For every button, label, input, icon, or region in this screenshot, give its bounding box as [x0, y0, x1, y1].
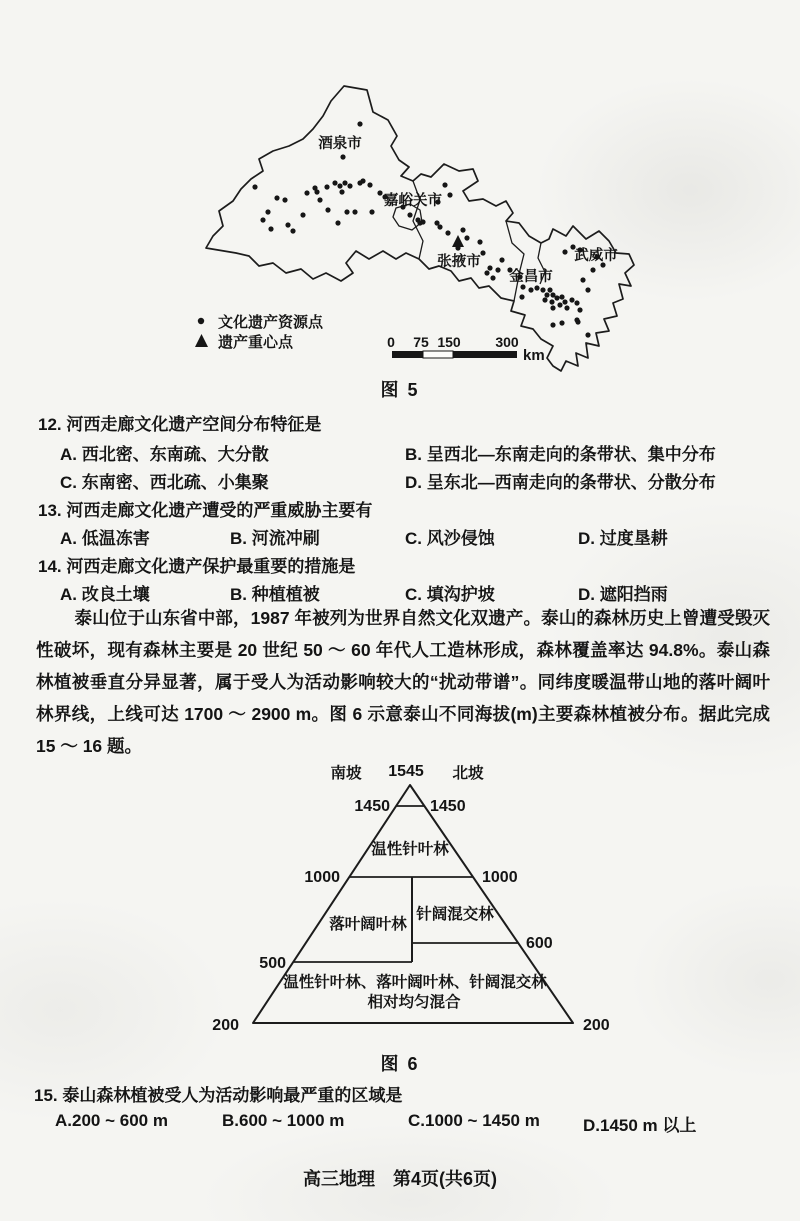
question-13-text: 13. 河西走廊文化遗产遭受的严重威胁主要有	[38, 501, 373, 520]
resource-point-dot	[265, 209, 270, 214]
resource-point-dot	[290, 228, 295, 233]
resource-point-dot	[268, 226, 273, 231]
elevation-south-200: 200	[212, 1017, 239, 1034]
legend-triangle-icon	[195, 334, 208, 347]
elevation-north-600: 600	[526, 935, 553, 952]
resource-point-dot	[447, 192, 452, 197]
resource-point-dot	[544, 292, 549, 297]
resource-point-dot	[585, 332, 590, 337]
resource-point-dot	[549, 299, 554, 304]
question-15-options-row	[0, 1111, 800, 1135]
city-label-jinchang: 金昌市	[509, 269, 553, 285]
resource-point-dot	[574, 300, 579, 305]
resource-point-dot	[580, 277, 585, 282]
question-13-option-a: A. 低温冻害	[60, 529, 150, 548]
resource-point-dot	[499, 257, 504, 262]
resource-point-dot	[550, 305, 555, 310]
boundary-zhangye-jinchang	[506, 221, 524, 301]
resource-point-dot	[460, 227, 465, 232]
resource-point-dot	[437, 224, 442, 229]
page-footer: 高三地理 第4页(共6页)	[302, 1169, 497, 1189]
resource-point-dot	[590, 267, 595, 272]
resource-point-dot	[352, 209, 357, 214]
resource-point-dot	[314, 189, 319, 194]
heritage-center-marker	[452, 235, 464, 247]
resource-point-dot	[534, 285, 539, 290]
elevation-north-1450: 1450	[430, 798, 466, 815]
zone-mixed-forest: 针阔混交林	[416, 906, 494, 923]
question-14-option-c: C. 填沟护坡	[405, 585, 495, 604]
slope-label-north: 北坡	[452, 765, 484, 782]
scale-unit-label: km	[523, 347, 545, 364]
city-label-zhangye: 张掖市	[437, 254, 481, 270]
question-13-options-row	[0, 524, 800, 548]
zone-deciduous-broadleaf: 落叶阔叶林	[329, 916, 407, 933]
question-15-option-b: B.600 ~ 1000 m	[222, 1111, 345, 1130]
resource-point-dot	[300, 212, 305, 217]
figure5-map	[0, 0, 800, 372]
elevation-south-500: 500	[259, 955, 286, 972]
question-14-option-b: B. 种植植被	[230, 585, 320, 604]
resource-point-dot	[464, 235, 469, 240]
question-12-option-d: D. 呈东北—西南走向的条带状、分散分布	[405, 473, 716, 492]
resource-point-dot	[369, 209, 374, 214]
city-label-jiuquan: 酒泉市	[318, 136, 362, 152]
resource-point-dot	[528, 287, 533, 292]
resource-point-dot	[347, 183, 352, 188]
scale-bar-segment-1	[392, 351, 423, 358]
resource-point-dot	[585, 287, 590, 292]
resource-point-dot	[407, 212, 412, 217]
resource-point-dot	[480, 250, 485, 255]
elevation-south-1000: 1000	[304, 869, 340, 886]
question-12-option-a: A. 西北密、东南疏、大分散	[60, 445, 269, 464]
question-13-option-b: B. 河流冲刷	[230, 529, 320, 548]
resource-point-dot	[252, 184, 257, 189]
question-12-options-row-2	[0, 468, 800, 492]
resource-point-dot	[484, 270, 489, 275]
figure6-caption: 图 6	[380, 1054, 420, 1074]
scale-tick-150: 150	[437, 334, 461, 350]
scale-bar-segment-3	[453, 351, 517, 358]
resource-point-dot	[562, 299, 567, 304]
city-label-wuwei: 武威市	[574, 248, 618, 264]
resource-point-dot	[420, 219, 425, 224]
resource-point-dot	[559, 320, 564, 325]
resource-point-dot	[559, 294, 564, 299]
resource-point-dot	[542, 297, 547, 302]
resource-point-dot	[415, 217, 420, 222]
resource-point-dot	[337, 183, 342, 188]
city-label-jiayuguan: 嘉峪关市	[384, 193, 442, 209]
figure5-caption: 图 5	[380, 380, 420, 400]
resource-point-dot	[340, 154, 345, 159]
question-14-options-row	[0, 580, 800, 604]
question-15-option-a: A.200 ~ 600 m	[55, 1111, 168, 1130]
resource-point-dot	[569, 297, 574, 302]
elevation-peak: 1545	[388, 763, 424, 780]
legend-center-label: 遗产重心点	[218, 334, 294, 351]
resource-point-dot	[540, 287, 545, 292]
resource-point-dot	[282, 197, 287, 202]
question-14-text: 14. 河西走廊文化遗产保护最重要的措施是	[38, 557, 356, 576]
scale-bar-segment-2	[423, 351, 453, 358]
resource-point-dot	[550, 322, 555, 327]
slope-label-south: 南坡	[330, 765, 362, 782]
scale-tick-0: 0	[387, 334, 395, 350]
resource-point-dot	[285, 222, 290, 227]
resource-point-dot	[575, 319, 580, 324]
resource-point-dot	[332, 180, 337, 185]
resource-point-dot	[487, 265, 492, 270]
resource-point-dot	[557, 302, 562, 307]
resource-point-dot	[360, 178, 365, 183]
elevation-north-200: 200	[583, 1017, 610, 1034]
resource-point-dot	[324, 184, 329, 189]
elevation-south-1450: 1450	[354, 798, 390, 815]
resource-point-dot	[342, 180, 347, 185]
resource-point-dot	[477, 239, 482, 244]
question-13-option-d: D. 过度垦耕	[578, 529, 668, 548]
question-12-option-b: B. 呈西北—东南走向的条带状、集中分布	[405, 445, 716, 464]
resource-point-dot	[442, 182, 447, 187]
resource-point-dot	[445, 230, 450, 235]
question-12-options-row-1	[0, 440, 800, 464]
resource-point-dot	[562, 249, 567, 254]
resource-point-dot	[577, 307, 582, 312]
zone-bottom-mixed-line1: 温性针叶林、落叶阔叶林、针阔混交林	[283, 974, 547, 991]
resource-point-dot	[335, 220, 340, 225]
resource-point-dot	[554, 295, 559, 300]
question-15-option-d: D.1450 m 以上	[583, 1116, 697, 1135]
resource-point-dot	[317, 197, 322, 202]
legend-dot-icon	[198, 318, 204, 324]
zone-bottom-mixed-line2: 相对均匀混合	[367, 994, 461, 1011]
zone-temperate-coniferous: 温性针叶林	[371, 841, 449, 858]
resource-point-dot	[495, 267, 500, 272]
question-15-text: 15. 泰山森林植被受人为活动影响最严重的区域是	[34, 1086, 403, 1105]
elevation-north-1000: 1000	[482, 869, 518, 886]
resource-point-dot	[304, 190, 309, 195]
resource-point-dot	[490, 275, 495, 280]
resource-point-dot	[547, 287, 552, 292]
resource-point-dot	[357, 121, 362, 126]
question-13-option-c: C. 风沙侵蚀	[405, 529, 495, 548]
question-15-option-c: C.1000 ~ 1450 m	[408, 1111, 540, 1130]
resource-point-dot	[377, 190, 382, 195]
question-12-option-c: C. 东南密、西北疏、小集聚	[60, 473, 269, 492]
passage-mount-tai: 泰山位于山东省中部，1987 年被列为世界自然文化双遗产。泰山的森林历史上曾遭受毁灭性破坏，现有森林主要是 20 世纪 50 ～ 60 年代人工造林形成，森林覆盖率达 94.8%。泰山森林植被垂直分异显著，属于受人为活动影响较大的“扰动带谱”。同纬度暖温带山地的落叶阔叶林界线，上线可达 1700 ～ 2900 m。图 6 示意泰山不同海拔(m)主要森林植被分布。据此完成 15 ～ 16 题。	[36, 608, 770, 756]
resource-point-dot	[339, 189, 344, 194]
resource-point-dot	[260, 217, 265, 222]
question-12-text: 12. 河西走廊文化遗产空间分布特征是	[38, 415, 322, 434]
legend-resource-label: 文化遗产资源点	[218, 314, 324, 331]
resource-point-dot	[274, 195, 279, 200]
question-14-option-d: D. 遮阳挡雨	[578, 585, 668, 604]
scale-tick-75: 75	[413, 334, 429, 350]
resource-point-dot	[344, 209, 349, 214]
scale-tick-300: 300	[495, 334, 519, 350]
resource-point-dot	[519, 294, 524, 299]
figure6-diagram	[0, 758, 800, 1058]
resource-point-dot	[520, 284, 525, 289]
question-14-option-a: A. 改良土壤	[60, 585, 150, 604]
resource-point-dot	[564, 305, 569, 310]
resource-point-dot	[325, 207, 330, 212]
resource-point-dot	[367, 182, 372, 187]
